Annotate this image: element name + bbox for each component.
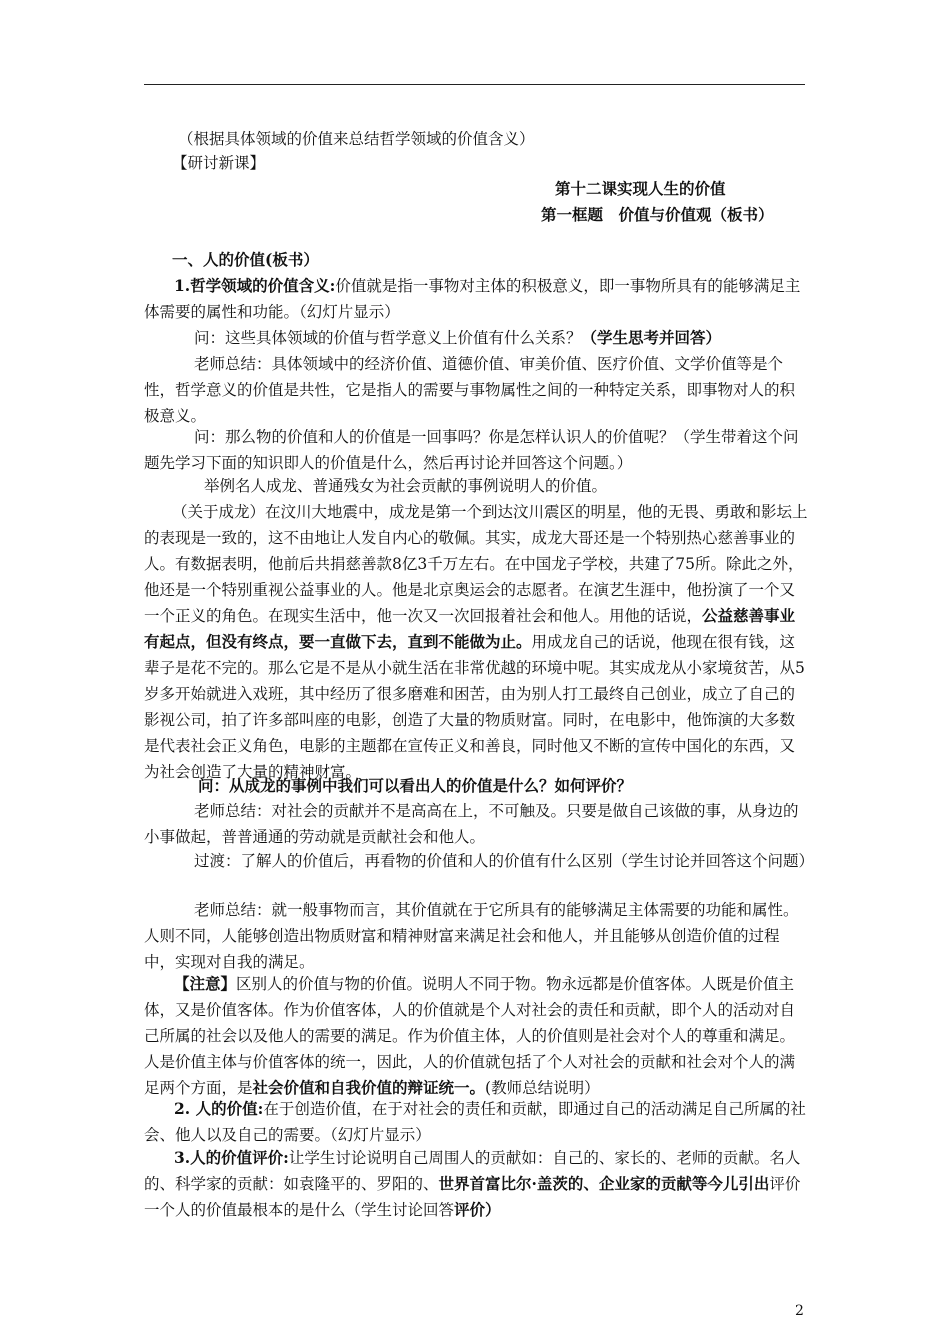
teacher-summary-1: 老师总结：具体领域中的经济价值、道德价值、审美价值、医疗价值、文学价值等是个性，哲学意义的价值是共性，它是指人的需要与事物属性之间的一种特定关系，即事物对人的积极意义。 — [144, 355, 796, 425]
human-value-text: 在于创造价值，在于对社会的责任和贡献，即通过自己的活动满足自己所属的社会、他人以及自己的需要。（幻灯片显示） — [144, 1100, 806, 1144]
notice-paragraph — [144, 971, 810, 1101]
human-value-label: 2. 人的价值: — [174, 1099, 264, 1118]
question-3: 问：从成龙的事例中我们可以看出人的价值是什么？如何评价？ — [198, 776, 633, 795]
value-evaluation-text: 让学生讨论说明自己周围人的贡献如：自己的、家长的、老师的贡献。名人的、科学家的贡献：如袁隆平的、罗阳的、 — [144, 1149, 801, 1193]
example-line: 举例名人成龙、普通残女为社会贡献的事例说明人的价值。 — [204, 477, 608, 495]
value-definition-label: 1.哲学领域的价值含义: — [174, 276, 336, 295]
section-heading: 一、人的价值(板书） — [172, 250, 319, 269]
page-number: 2 — [795, 1303, 804, 1319]
story-bold-quote: 公益慈善事业有起点，但没有终点，要一直做下去，直到不能做为止。 — [144, 606, 796, 651]
note-line: （根据具体领域的价值来总结哲学领域的价值含义） — [178, 130, 535, 148]
header-rule — [144, 84, 805, 85]
value-evaluation-bold: 世界首富比尔·盖茨的、企业家的贡献等今儿引出 — [438, 1174, 770, 1193]
question-2: 问：那么物的价值和人的价值是一回事吗？你是怎样认识人的价值呢？（学生带着这个问题先学习下面的知识即人的价值是什么，然后再讨论并回答这个问题。） — [144, 428, 799, 472]
story-text-a: （关于成龙）在汶川大地震中，成龙是第一个到达汶川震区的明星，他的无畏、勇敢和影坛上的表现是一致的，这不由地让人发自内心的敬佩。其实，成龙大哥还是一个特别热心慈善事业的人。有数据表明，他前后共捐慈善款8亿3千万左右。在中国龙子学校，共建了75所。除此之外，他还是一个特别重视公益事业的人。他是北京奥运会的志愿者。在演艺生涯中，他扮演了一个又一个正义的角色。在现实生活中，他一次又一次回报着社会和他人。用他的话说， — [144, 503, 808, 625]
section-tag: 【研讨新课】 — [172, 154, 266, 172]
notice-label: 【注意】 — [174, 974, 237, 993]
notice-text: 区别人的价值与物的价值。说明人不同于物。物永远都是价值客体。人既是价值主体，又是价值客体。作为价值客体，人的价值就是个人对社会的责任和贡献，即个人的活动对自己所属的社会以及他人的需要的满足。作为价值主体，人的价值则是社会对个人的尊重和满足。人是价值主体与价值客体的统一，因此，人的价值就包括了个人对社会的贡献和社会对个人的满足两个方面，是 — [144, 975, 796, 1097]
value-definition-text: 价值就是指一事物对主体的积极意义，即一事物所具有的能够满足主体需要的属性和功能。（幻灯片显示） — [144, 277, 801, 321]
question-1-bold: （学生思考并回答） — [581, 328, 722, 347]
question-1 — [144, 325, 810, 351]
value-evaluation-label: 3.人的价值评价: — [174, 1148, 289, 1167]
transition-line: 过渡：了解人的价值后，再看物的价值和人的价值有什么区别（学生讨论并回答这个问题） — [194, 852, 815, 870]
value-evaluation-bold2: 评价） — [454, 1200, 501, 1219]
notice-bold: 社会价值和自我价值的辩证统一。 — [252, 1078, 486, 1097]
frame-title: 第一框题 价值与价值观（板书） — [541, 205, 774, 224]
jackie-chan-story — [144, 499, 810, 785]
teacher-summary-3: 老师总结：就一般事物而言，其价值就在于它所具有的能够满足主体需要的功能和属性。人则不同，人能够创造出物质财富和精神财富来满足社会和他人，并且能够从创造价值的过程中，实现对自我的满足。 — [144, 901, 799, 971]
paragraph-value-definition — [144, 273, 810, 325]
story-text-c: 用成龙自己的话说，他现在很有钱，这辈子是花不完的。那么它是不是从小就生活在非常优越的环境中呢。其实成龙从小家境贫苦，从5岁多开始就进入戏班，其中经历了很多磨难和困苦，由为别人打工最终自己创业，成立了自己的影视公司，拍了许多部叫座的电影，创造了大量的物质财富。同时，在电影中，他饰演的大多数是代表社会正义角色，电影的主题都在宣传正义和善良，同时他又不断的宣传中国化的东西，又为社会创造了大量的精神财富。 — [144, 633, 805, 781]
paragraph-human-value — [144, 1096, 810, 1148]
teacher-summary-2: 老师总结：对社会的贡献并不是高高在上，不可触及。只要是做自己该做的事，从身边的小事做起，普普通通的劳动就是贡献社会和他人。 — [144, 802, 799, 846]
lesson-title: 第十二课实现人生的价值 — [555, 179, 726, 198]
question-1-text: 问：这些具体领域的价值与哲学意义上价值有什么关系？ — [194, 329, 582, 347]
notice-tail: (教师总结说明） — [485, 1079, 600, 1097]
paragraph-value-evaluation — [144, 1145, 810, 1223]
value-evaluation-text2: 评价一个人的价值最根本的是什么（学生讨论回答 — [144, 1175, 801, 1219]
